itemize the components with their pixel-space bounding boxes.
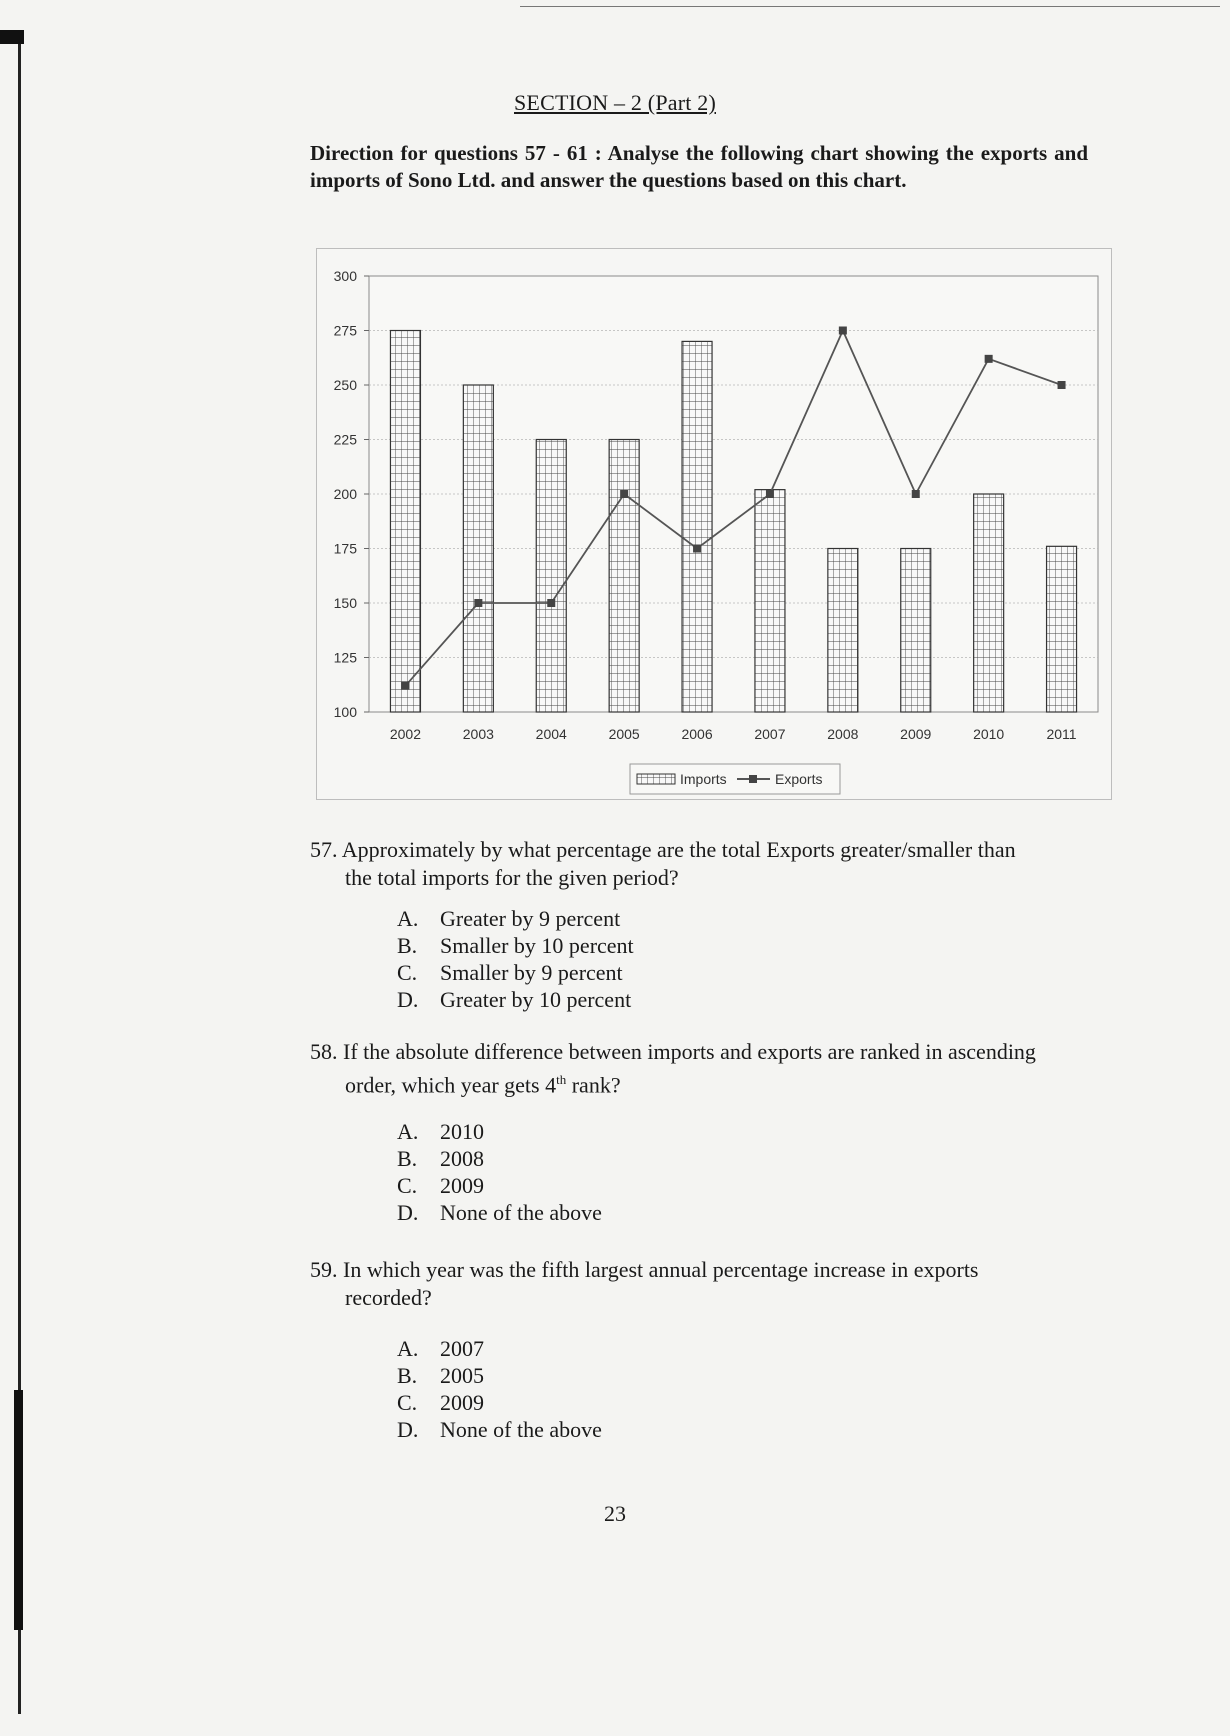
x-tick-label: 2005 xyxy=(608,726,640,742)
top-rule xyxy=(520,6,1220,7)
question-number: 59. xyxy=(310,1257,338,1282)
option-a xyxy=(397,1118,602,1145)
exports-marker xyxy=(1058,381,1066,389)
option-letter: B. xyxy=(397,1146,418,1171)
x-tick-label: 2010 xyxy=(973,726,1005,742)
imports-bar xyxy=(536,440,566,713)
option-text: Greater by 10 percent xyxy=(440,987,632,1012)
option-c xyxy=(397,1172,602,1199)
option-a xyxy=(397,905,634,932)
y-tick-label: 275 xyxy=(333,322,357,339)
exports-marker xyxy=(620,490,628,498)
question-text-line2 xyxy=(310,1066,1100,1099)
option-b xyxy=(397,932,634,959)
page-number: 23 xyxy=(604,1501,626,1526)
imports-bar xyxy=(1047,546,1077,712)
imports-bar xyxy=(755,490,785,712)
exports-marker xyxy=(912,490,920,498)
option-letter: C. xyxy=(397,1173,418,1198)
superscript: th xyxy=(556,1072,567,1087)
exports-marker xyxy=(547,599,555,607)
question-57 xyxy=(310,836,1100,892)
y-tick-label: 150 xyxy=(333,595,357,611)
imports-bar xyxy=(901,549,931,713)
question-59-options xyxy=(397,1335,602,1443)
question-text: recorded? xyxy=(345,1285,432,1310)
imports-bar xyxy=(828,549,858,713)
option-letter: A. xyxy=(397,1119,419,1144)
option-text: 2005 xyxy=(440,1363,484,1388)
legend-imports-swatch xyxy=(637,774,675,784)
option-b xyxy=(397,1145,602,1172)
question-59 xyxy=(310,1256,1100,1312)
x-tick-label: 2011 xyxy=(1046,726,1077,742)
option-letter: D. xyxy=(397,1200,419,1225)
option-letter: B. xyxy=(397,1363,418,1388)
option-letter: C. xyxy=(397,1390,418,1415)
option-text: 2010 xyxy=(440,1119,484,1144)
exports-marker xyxy=(985,355,993,363)
y-tick-label: 300 xyxy=(333,268,357,284)
legend-imports-label: Imports xyxy=(680,771,727,787)
legend-exports-label: Exports xyxy=(775,771,823,787)
x-tick-label: 2009 xyxy=(900,726,932,742)
question-58 xyxy=(310,1038,1100,1099)
option-letter: C. xyxy=(397,960,418,985)
option-text: Smaller by 10 percent xyxy=(440,933,634,958)
exports-marker xyxy=(693,545,701,553)
y-tick-label: 200 xyxy=(333,486,357,502)
option-text: 2009 xyxy=(440,1390,484,1415)
question-number: 57. xyxy=(310,837,338,862)
question-text: Approximately by what percentage are the total Exports greater/smaller than xyxy=(341,837,1016,862)
option-text: Smaller by 9 percent xyxy=(440,960,623,985)
imports-exports-chart xyxy=(317,249,1113,801)
x-tick-label: 2006 xyxy=(681,726,713,742)
option-letter: B. xyxy=(397,933,418,958)
x-tick-label: 2003 xyxy=(462,726,494,742)
exports-marker xyxy=(766,490,774,498)
option-text: Greater by 9 percent xyxy=(440,906,621,931)
imports-bar xyxy=(463,385,493,712)
question-text: the total imports for the given period? xyxy=(345,865,679,890)
option-c xyxy=(397,1389,602,1416)
x-tick-label: 2004 xyxy=(535,726,567,742)
option-b xyxy=(397,1362,602,1389)
option-text: 2008 xyxy=(440,1146,484,1171)
option-d xyxy=(397,1416,602,1443)
legend-exports-marker xyxy=(749,775,757,783)
exports-marker xyxy=(401,682,409,690)
y-tick-label: 125 xyxy=(333,649,357,666)
imports-bar xyxy=(974,494,1004,712)
chart-box xyxy=(316,248,1112,800)
y-tick-label: 175 xyxy=(333,540,357,557)
option-text: 2007 xyxy=(440,1336,484,1361)
option-c xyxy=(397,959,634,986)
question-57-options xyxy=(397,905,634,1013)
option-text: None of the above xyxy=(440,1417,602,1442)
question-text: If the absolute difference between imports and exports are ranked in ascending xyxy=(343,1039,1036,1064)
y-tick-label: 100 xyxy=(333,704,357,720)
option-text: None of the above xyxy=(440,1200,602,1225)
question-text: order, which year gets 4 xyxy=(345,1072,557,1098)
x-tick-label: 2008 xyxy=(827,726,859,742)
option-letter: A. xyxy=(397,1336,419,1361)
option-letter: A. xyxy=(397,906,419,931)
question-text: In which year was the fifth largest annual percentage increase in exports xyxy=(343,1257,979,1282)
question-number: 58. xyxy=(310,1039,338,1064)
scan-mark xyxy=(0,30,24,44)
option-letter: D. xyxy=(397,1417,419,1442)
exports-marker xyxy=(474,599,482,607)
option-d xyxy=(397,986,634,1013)
imports-bar xyxy=(682,341,712,712)
x-tick-label: 2002 xyxy=(389,726,422,742)
y-tick-label: 225 xyxy=(333,431,357,448)
imports-bar xyxy=(609,440,639,713)
x-tick-label: 2007 xyxy=(754,726,786,742)
scan-left-edge xyxy=(0,0,28,1736)
question-text: rank? xyxy=(566,1072,621,1098)
option-letter: D. xyxy=(397,987,419,1012)
exports-marker xyxy=(839,327,847,335)
question-58-options xyxy=(397,1118,602,1226)
option-d xyxy=(397,1199,602,1226)
option-text: 2009 xyxy=(440,1173,484,1198)
y-tick-label: 250 xyxy=(333,377,357,393)
option-a xyxy=(397,1335,602,1362)
direction-text: Direction for questions 57 - 61 : Analyse the following chart showing the exports and imports of Sono Ltd. and answer the questions based on this chart. xyxy=(310,141,1088,192)
section-title: SECTION – 2 (Part 2) xyxy=(514,90,716,115)
imports-bar xyxy=(390,331,420,713)
